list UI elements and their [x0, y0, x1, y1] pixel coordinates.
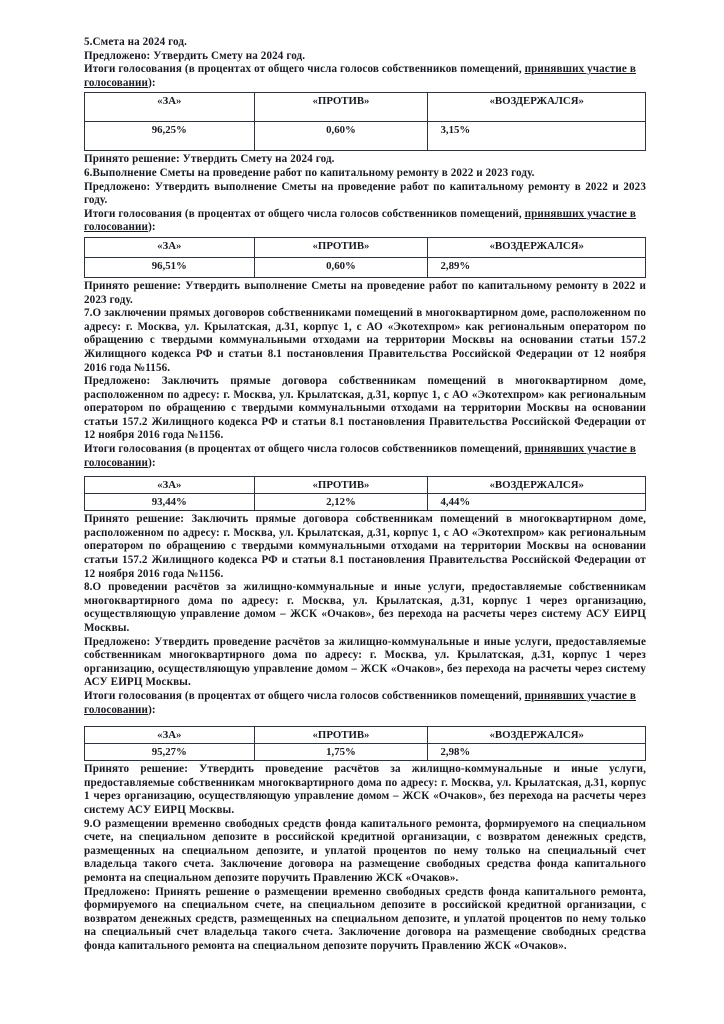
vote-value-abstained: 2,98% — [428, 744, 646, 761]
vote-value-for: 96,25% — [85, 122, 255, 151]
results-tail-text: ): — [148, 76, 156, 89]
table-row — [85, 237, 646, 257]
document-content — [84, 36, 646, 953]
section-6-decision: Принято решение: Утвердить выполнение Сметы на проведение работ по капитальному ремонту в 2022 и 2023 году. — [84, 279, 646, 306]
vote-value-against: 1,75% — [254, 744, 428, 761]
results-tail-text: ): — [148, 221, 156, 234]
table-row — [85, 744, 646, 761]
vote-header-for: «ЗА» — [85, 237, 255, 257]
vote-header-abstained: «ВОЗДЕРЖАЛСЯ» — [428, 93, 646, 122]
table-row — [85, 122, 646, 151]
vote-value-for: 95,27% — [85, 744, 255, 761]
table-row — [85, 494, 646, 511]
vote-table-section-6 — [84, 237, 646, 278]
vote-header-against: «ПРОТИВ» — [254, 727, 428, 744]
vote-value-against: 0,60% — [254, 122, 428, 151]
section-5-results-label — [84, 63, 646, 90]
table-row — [85, 727, 646, 744]
section-7-results-label — [84, 443, 646, 470]
results-underline-b: голосовании — [84, 703, 149, 716]
vote-header-against: «ПРОТИВ» — [254, 477, 428, 494]
vote-header-against: «ПРОТИВ» — [254, 93, 428, 122]
table-row — [85, 477, 646, 494]
vote-header-against: «ПРОТИВ» — [254, 237, 428, 257]
results-underline-b: голосовании — [84, 221, 149, 234]
section-8-results-label — [84, 690, 646, 717]
results-underline-a: принявших участие в — [524, 689, 636, 702]
vote-header-abstained: «ВОЗДЕРЖАЛСЯ» — [428, 477, 646, 494]
section-8-title: 8.О проведении расчётов за жилищно-коммунальные и иные услуги, предоставляемые собственникам многоквартирного дома по адресу: г. Москва, ул. Крылатская, д.31, корпус 1 через организацию, осуществляющую управление домом – ЖСК «Очаков», без перехода на расчеты через систему АСУ ЕИРЦ Москвы. — [84, 581, 646, 634]
results-underline-a: принявших участие в — [524, 207, 636, 220]
results-lead-text: Итоги голосования (в процентах от общего числа голосов собственников помещений, — [84, 63, 525, 76]
vote-value-abstained: 4,44% — [428, 494, 646, 511]
vote-header-abstained: «ВОЗДЕРЖАЛСЯ» — [428, 237, 646, 257]
section-6-title: 6.Выполнение Сметы на проведение работ по капитальному ремонту в 2022 и 2023 году. — [84, 166, 535, 179]
table-row — [85, 257, 646, 277]
vote-header-for: «ЗА» — [85, 727, 255, 744]
section-5-proposed: Предложено: Утвердить Смету на 2024 год. — [84, 49, 306, 62]
vote-table-section-7 — [84, 476, 646, 511]
vote-table-section-5 — [84, 92, 646, 151]
section-5-title: 5.Смета на 2024 год. — [84, 36, 187, 48]
spacer — [84, 470, 646, 474]
vote-value-abstained: 2,89% — [428, 257, 646, 277]
vote-value-abstained: 3,15% — [428, 122, 646, 151]
section-7-proposed: Предложено: Заключить прямые договора собственникам помещений в многоквартирном доме, расположенном по адресу: г. Москва, ул. Крылатская, д.31, корпус 1, с АО «Экотехпром» как региональным оператором по обращению с твердыми коммунальными отходами на территории Москвы на основании статьи 157.2 Жилищного кодекса РФ и статьи 8.1 постановления Правительства Российской Федерации от 12 ноября 2016 года №1156. — [84, 375, 646, 442]
vote-header-for: «ЗА» — [85, 477, 255, 494]
section-5-decision: Принято решение: Утвердить Смету на 2024 год. — [84, 153, 335, 166]
section-7-decision: Принято решение: Заключить прямые договора собственникам помещений в многоквартирном доме, расположенном по адресу: г. Москва, ул. Крылатская, д.31, корпус 1, с АО «Экотехпром» как региональным оператором по обращению с твердыми коммунальными отходами на территории Москвы на основании статьи 157.2 Жилищного кодекса РФ и статьи 8.1 постановления Правительства Российской Федерации от 12 ноября 2016 года №1156. — [84, 513, 646, 580]
section-9-proposed: Предложено: Принять решение о размещении временно свободных средств фонда капитального ремонта, формируемого на специальном счете, на специальном депозите в российской кредитной организации, с возвратом денежных средств, размещенных на специальном депозите, и уплатой процентов по нему только на специальный счет владельца такого счета. Заключение договора на размещение свободных средства фонда капитального ремонта на специальном депозите поручить Правлению ЖСК «Очаков». — [84, 885, 646, 952]
spacer — [84, 717, 646, 724]
results-underline-a: принявших участие в — [524, 63, 636, 76]
vote-value-against: 0,60% — [254, 257, 428, 277]
results-underline-b: голосовании — [84, 76, 149, 89]
section-8-decision: Принято решение: Утвердить проведение расчётов за жилищно-коммунальные и иные услуги, предоставляемые собственникам многоквартирного дома по адресу: г. Москва, ул. Крылатская, д.31, корпус 1 через организацию, осуществляющую управление домом – ЖСК «Очаков», без перехода на расчеты через систему АСУ ЕИРЦ Москвы. — [84, 763, 646, 816]
section-6-proposed: Предложено: Утвердить выполнение Сметы на проведение работ по капитальному ремонту в 2022 и 2023 году. — [84, 180, 646, 207]
results-lead-text: Итоги голосования (в процентах от общего числа голосов собственников помещений, — [84, 443, 525, 456]
results-underline-a: принявших участие в — [524, 443, 636, 456]
vote-value-for: 96,51% — [85, 257, 255, 277]
results-lead-text: Итоги голосования (в процентах от общего числа голосов собственников помещений, — [84, 207, 525, 220]
section-7-title: 7.О заключении прямых договоров собственниками помещений в многоквартирном доме, расположенном по адресу: г. Москва, ул. Крылатская, д.31, корпус 1, с АО «Экотехпром» как региональным оператором по обращению с твердыми коммунальными отходами на территории Москвы на основании статьи 157.2 Жилищного кодекса РФ и статьи 8.1 постановления Правительства Российской Федерации от 12 ноября 2016 года №1156. — [84, 307, 646, 374]
section-8-proposed: Предложено: Утвердить проведение расчётов за жилищно-коммунальные и иные услуги, предоставляемые собственникам многоквартирного дома по адресу: г. Москва, ул. Крылатская, д.31, корпус 1 через организацию, осуществляющую управление домом – ЖСК «Очаков», без перехода на расчеты через систему АСУ ЕИРЦ Москвы. — [84, 635, 646, 689]
vote-header-for: «ЗА» — [85, 93, 255, 122]
vote-value-for: 93,44% — [85, 494, 255, 511]
section-9-title: 9.О размещении временно свободных средств фонда капитального ремонта, формируемого на специальном счете, на специальном депозите в российской кредитной организации, с возвратом денежных средств, размещенных на специальном депозите, и уплатой процентов по нему только на специальный счет владельца такого счета. Заключение договора на размещение свободных средства фонда капитального ремонта на специальном депозите поручить Правлению ЖСК «Очаков». — [84, 817, 646, 884]
vote-header-abstained: «ВОЗДЕРЖАЛСЯ» — [428, 727, 646, 744]
section-6-results-label — [84, 208, 646, 235]
results-lead-text: Итоги голосования (в процентах от общего числа голосов собственников помещений, — [84, 689, 525, 702]
results-tail-text: ): — [148, 456, 156, 469]
table-row — [85, 93, 646, 122]
results-underline-b: голосовании — [84, 456, 149, 469]
vote-value-against: 2,12% — [254, 494, 428, 511]
results-tail-text: ): — [148, 703, 156, 716]
vote-table-section-8 — [84, 726, 646, 761]
